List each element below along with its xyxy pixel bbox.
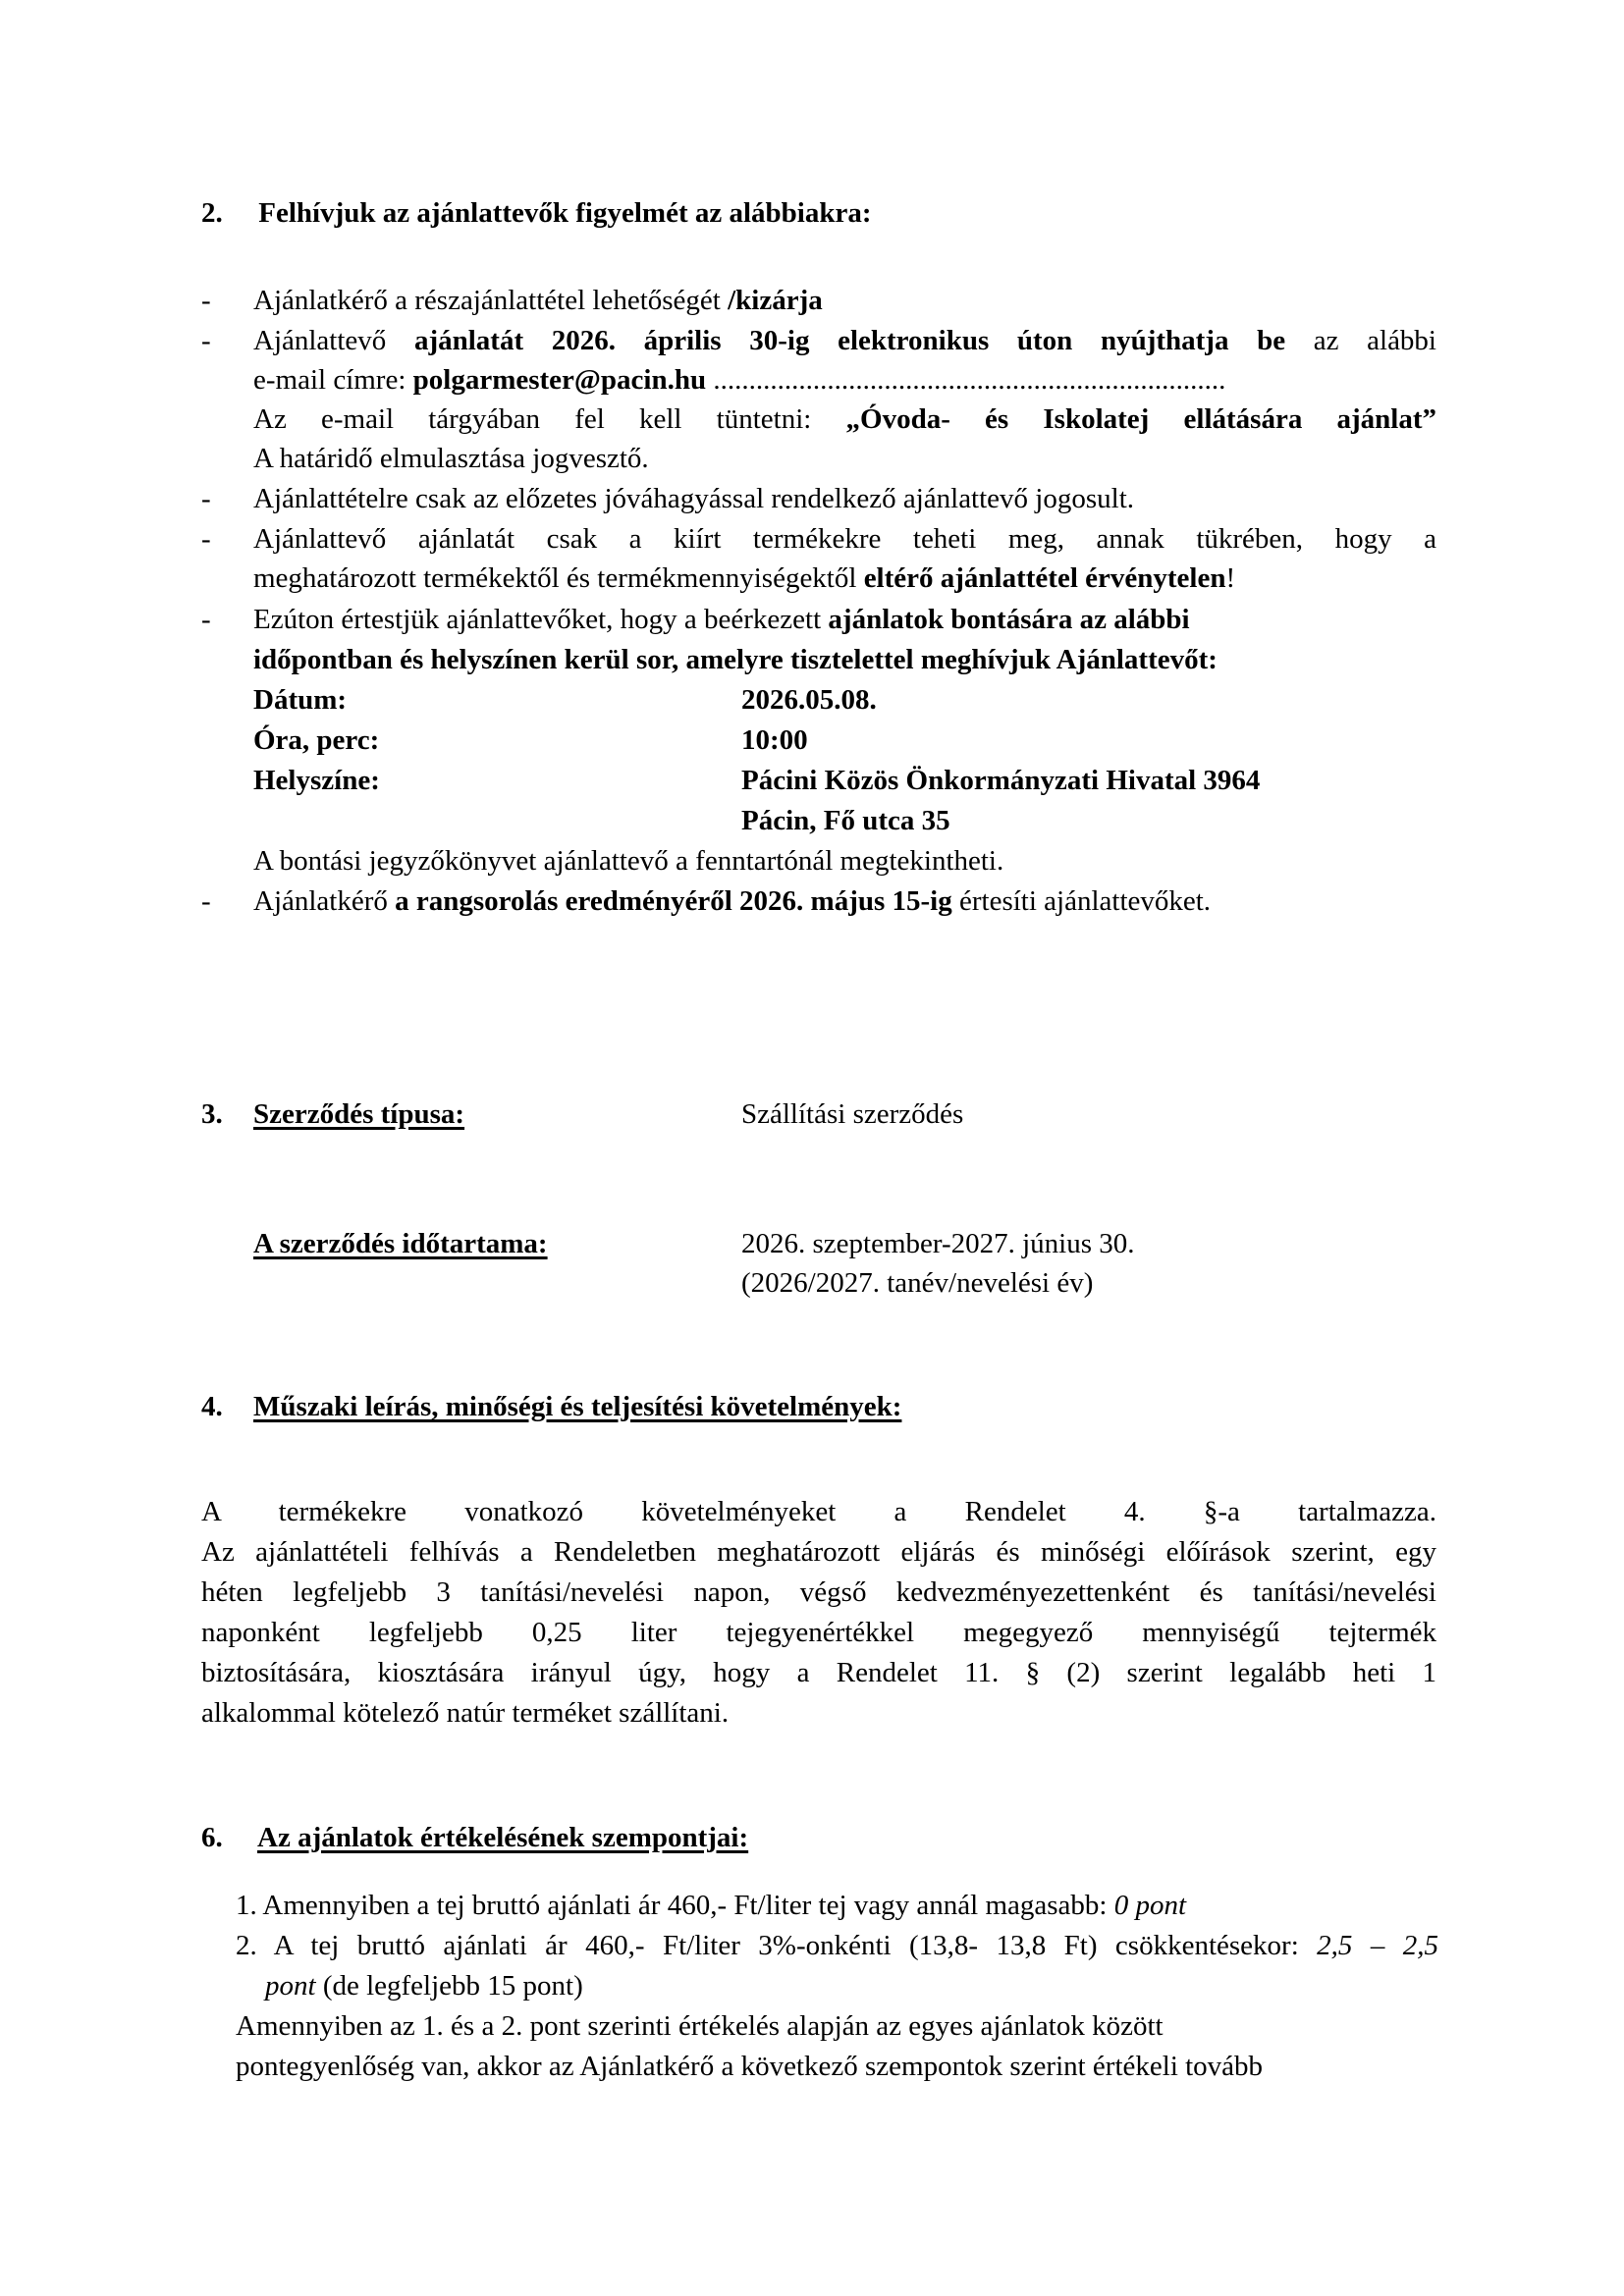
section-4-number: 4. [201, 1391, 223, 1422]
tie-break-line-2: pontegyenlőség van, akkor az Ajánlatkérő a következő szempontok szerint értékeli tovább [236, 2051, 1264, 2082]
bullet-dash: - [201, 604, 211, 635]
list-item: Ezúton értestjük ajánlattevőket, hogy a beérkezett ajánlatok bontására az alábbi [253, 604, 1190, 635]
contract-duration-value-1: 2026. szeptember-2027. június 30. [741, 1228, 1135, 1259]
bullet-dash: - [201, 483, 211, 514]
deadline-note: A határidő elmulasztása jogvesztő. [253, 443, 649, 474]
paragraph-line: héten legfeljebb 3 tanítási/nevelési napon, végső kedvezményezettenként és tanítási/nevelési [201, 1576, 1436, 1608]
list-item: Ajánlatkérő a részajánlattétel lehetőségét /kizárja [253, 285, 823, 316]
criteria-item-2-continuation: pont (de legfeljebb 15 pont) [265, 1970, 583, 2002]
section-6-title: Az ajánlatok értékelésének szempontjai: [257, 1822, 749, 1853]
paragraph-line: alkalommal kötelező natúr terméket szállítani. [201, 1697, 730, 1729]
section-number: 2. [201, 197, 223, 229]
date-value: 2026.05.08. [741, 684, 877, 716]
list-item-continuation: meghatározott termékektől és termékmennyiségektől eltérő ajánlattétel érvénytelen! [253, 562, 1236, 594]
paragraph-line: biztosítására, kiosztására irányul úgy, hogy a Rendelet 11. § (2) szerint legalább heti 1 [201, 1657, 1436, 1688]
paragraph-line: Az ajánlattételi felhívás a Rendeletben meghatározott eljárás és minőségi előírások szerint, egy [201, 1536, 1436, 1568]
email-address[interactable]: polgarmester@pacin.hu [412, 364, 707, 396]
place-value-line-1: Pácini Közös Önkormányzati Hivatal 3964 [741, 765, 1261, 796]
criteria-item-1: 1. Amennyiben a tej bruttó ajánlati ár 460,- Ft/liter tej vagy annál magasabb: 0 pont [236, 1890, 1187, 1921]
time-value: 10:00 [741, 724, 808, 756]
bullet-dash: - [201, 325, 211, 356]
section-3-number: 3. [201, 1098, 223, 1130]
tie-break-line-1: Amennyiben az 1. és a 2. pont szerinti értékelés alapján az egyes ajánlatok között [236, 2010, 1164, 2042]
criteria-item-2: 2. A tej bruttó ajánlati ár 460,- Ft/liter 3%-onkénti (13,8- 13,8 Ft) csökkentésekor: 2,5 – 2,5 [236, 1930, 1439, 1961]
paragraph-line: naponként legfeljebb 0,25 liter tejegyenértékkel megegyező mennyiségű tejtermék [201, 1617, 1436, 1648]
contract-duration-value-2: (2026/2027. tanév/nevelési év) [741, 1267, 1094, 1299]
email-subject-line: Az e-mail tárgyában fel kell tüntetni: „Óvoda- és Iskolatej ellátására ajánlat” [253, 403, 1437, 435]
list-item-continuation: időpontban és helyszínen kerül sor, amelyre tisztelettel meghívjuk Ajánlattevőt: [253, 644, 1218, 675]
section-4-title: Műszaki leírás, minőségi és teljesítési követelmények: [253, 1391, 902, 1422]
section-6-number: 6. [201, 1822, 223, 1853]
contract-type-value: Szállítási szerződés [741, 1098, 964, 1130]
opening-note: A bontási jegyzőkönyvet ajánlattevő a fenntartónál megtekintheti. [253, 845, 1004, 877]
place-label: Helyszíne: [253, 765, 380, 796]
list-item: Ajánlattételre csak az előzetes jóváhagyással rendelkező ajánlattevő jogosult. [253, 483, 1135, 514]
place-value-line-2: Pácin, Fő utca 35 [741, 805, 950, 836]
dotted-fill: ........................................................................ [706, 364, 1226, 396]
bullet-dash: - [201, 523, 211, 555]
bullet-dash: - [201, 285, 211, 316]
list-item: Ajánlattevő ajánlatát 2026. április 30-ig elektronikus úton nyújthatja be az alábbi [253, 325, 1436, 356]
list-item: Ajánlatkérő a rangsorolás eredményéről 2026. május 15-ig értesíti ajánlattevőket. [253, 885, 1212, 917]
date-label: Dátum: [253, 684, 348, 716]
list-item: Ajánlattevő ajánlatát csak a kiírt termékekre teheti meg, annak tükrében, hogy a [253, 523, 1436, 555]
contract-duration-label: A szerződés időtartama: [253, 1228, 548, 1259]
section-title: Felhívjuk az ajánlattevők figyelmét az alábbiakra: [258, 197, 872, 229]
time-label: Óra, perc: [253, 724, 380, 756]
email-line: e-mail címre: polgarmester@pacin.hu ........................................................................ [253, 364, 1226, 396]
section-2-heading [201, 199, 872, 228]
paragraph-line: A termékekre vonatkozó követelményeket a Rendelet 4. §-a tartalmazza. [201, 1496, 1436, 1527]
contract-type-label: Szerződés típusa: [253, 1098, 465, 1130]
bullet-dash: - [201, 885, 211, 917]
